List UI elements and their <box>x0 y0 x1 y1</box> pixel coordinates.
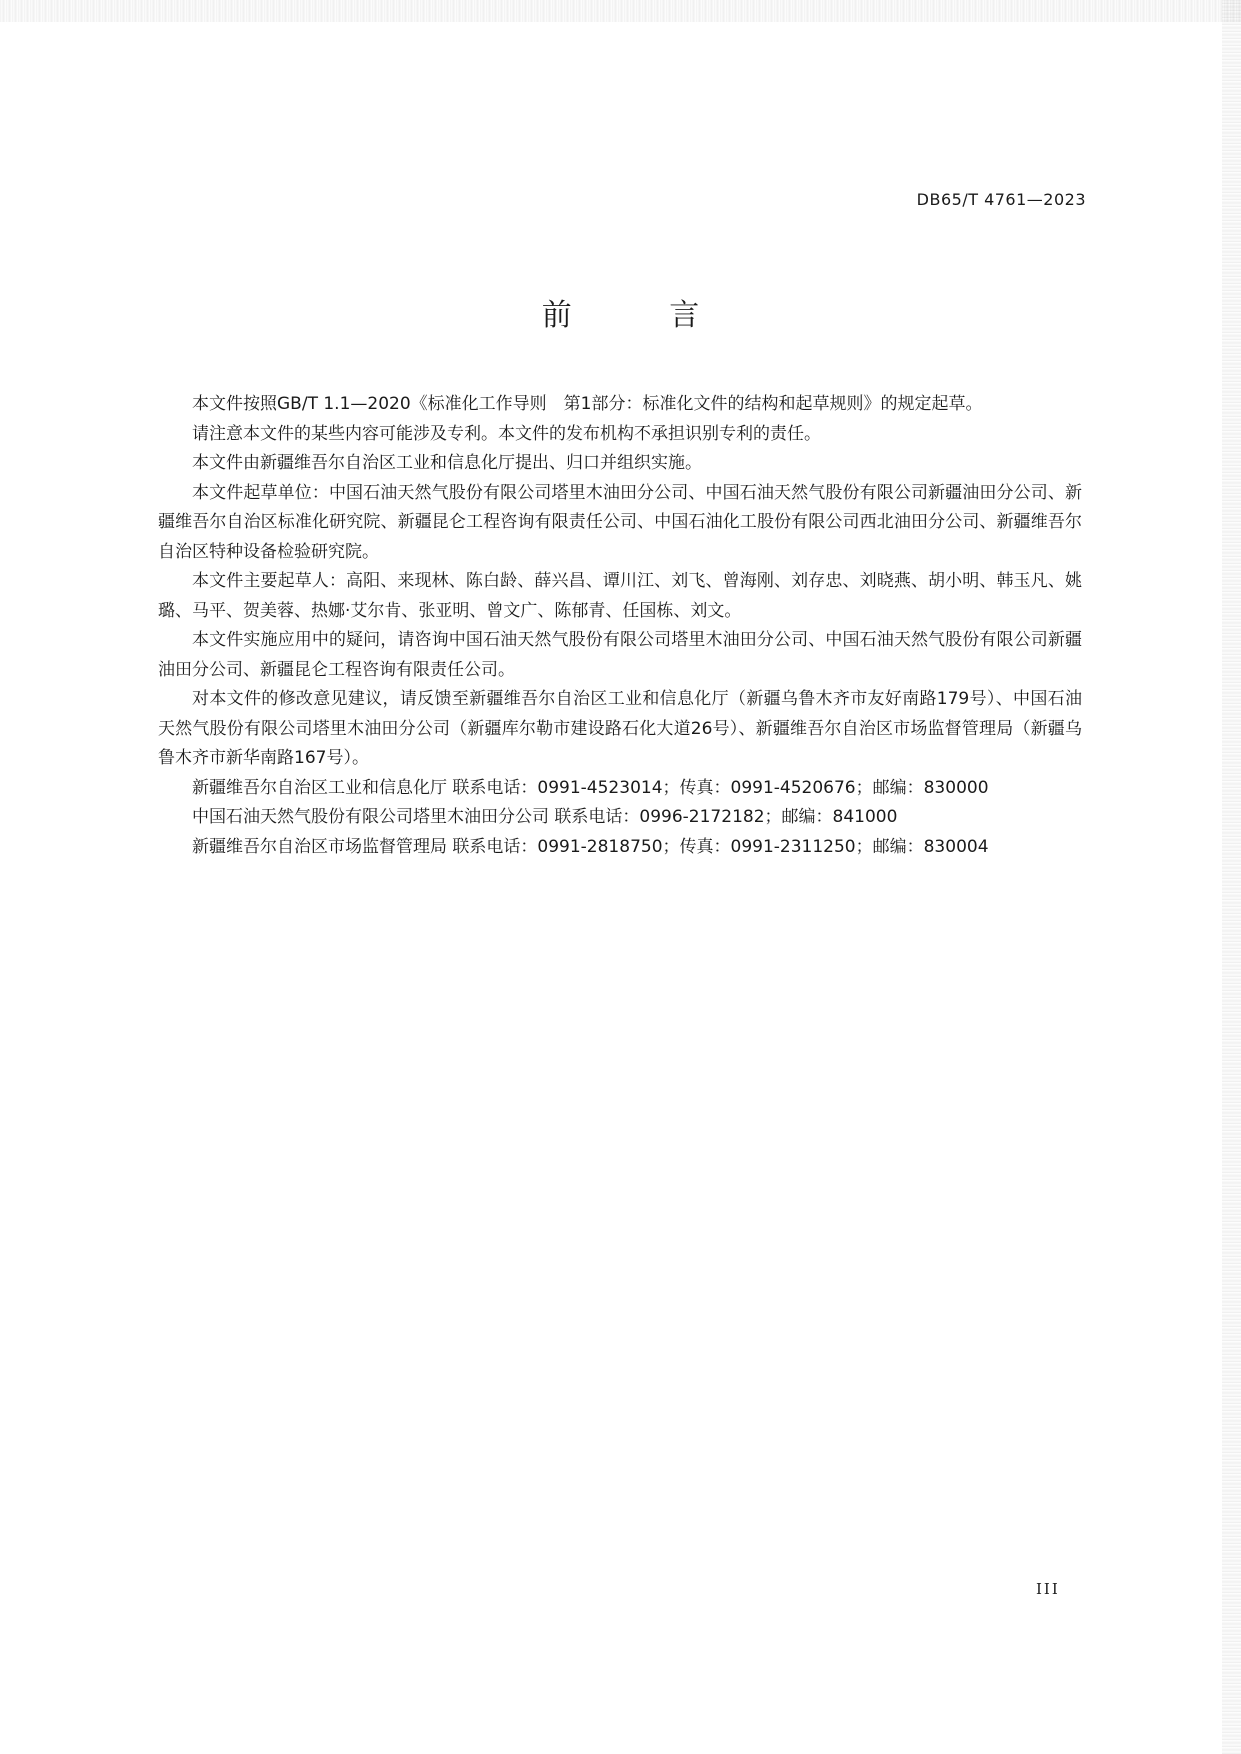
contact-line: 新疆维吾尔自治区市场监督管理局 联系电话：0991-2818750；传真：0991-2311250；邮编：830004 <box>192 836 989 857</box>
paragraph-drafting-rules: 本文件按照GB/T 1.1—2020《标准化工作导则 第1部分：标准化文件的结构和起草规则》的规定起草。 <box>192 394 983 414</box>
paragraph-proposer: 本文件由新疆维吾尔自治区工业和信息化厅提出、归口并组织实施。 <box>192 453 702 473</box>
foreword-body <box>158 390 1082 862</box>
paragraph-inquiries: 本文件实施应用中的疑问，请咨询中国石油天然气股份有限公司塔里木油田分公司、中国石油天然气股份有限公司新疆油田分公司、新疆昆仑工程咨询有限责任公司。 <box>158 630 1082 680</box>
paragraph-drafters: 本文件主要起草人：高阳、来现林、陈白龄、薛兴昌、谭川江、刘飞、曾海刚、刘存忠、刘晓燕、胡小明、韩玉凡、姚璐、马平、贺美蓉、热娜·艾尔肯、张亚明、曾文广、陈郁青、任国栋、刘文。 <box>158 571 1082 621</box>
contact-line: 中国石油天然气股份有限公司塔里木油田分公司 联系电话：0996-2172182；邮编：841000 <box>192 807 898 827</box>
page-title: 前 言 <box>541 298 744 333</box>
paragraph-patent-notice: 请注意本文件的某些内容可能涉及专利。本文件的发布机构不承担识别专利的责任。 <box>192 423 821 444</box>
paragraph-drafting-units: 本文件起草单位：中国石油天然气股份有限公司塔里木油田分公司、中国石油天然气股份有限公司新疆油田分公司、新疆维吾尔自治区标准化研究院、新疆昆仑工程咨询有限责任公司、中国石油化工股份有限公司西北油田分公司、新疆维吾尔自治区特种设备检验研究院。 <box>158 482 1082 562</box>
page-number: III <box>1036 1580 1060 1598</box>
scan-edge-right <box>1222 0 1241 1754</box>
document-code: DB65/T 4761—2023 <box>916 190 1086 209</box>
scan-edge-top <box>0 0 1241 22</box>
contact-line: 新疆维吾尔自治区工业和信息化厅 联系电话：0991-4523014；传真：0991-4520676；邮编：830000 <box>192 777 989 798</box>
paragraph-feedback: 对本文件的修改意见建议，请反馈至新疆维吾尔自治区工业和信息化厅（新疆乌鲁木齐市友好南路179号）、中国石油天然气股份有限公司塔里木油田分公司（新疆库尔勒市建设路石化大道26号）、新疆维吾尔自治区市场监督管理局（新疆乌鲁木齐市新华南路167号）。 <box>158 689 1082 768</box>
